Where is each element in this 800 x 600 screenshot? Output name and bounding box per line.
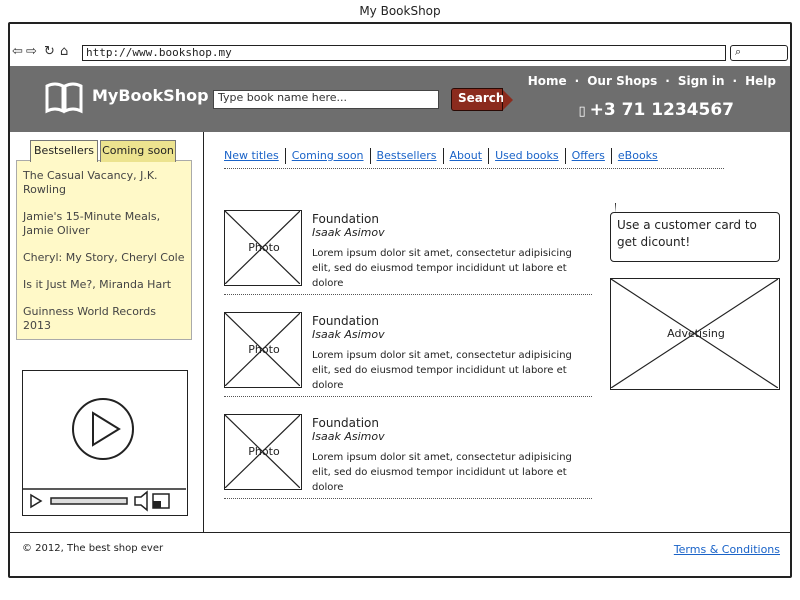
open-book-icon [44, 80, 84, 114]
main-content [218, 132, 790, 532]
search-button[interactable]: Search [451, 88, 503, 111]
book-search-input[interactable]: Type book name here... [213, 90, 439, 109]
home-icon[interactable]: ⌂ [60, 44, 69, 59]
bestseller-item[interactable]: Jamie's 15-Minute Meals, Jamie Oliver [23, 210, 161, 237]
bestseller-item[interactable]: Is it Just Me?, Miranda Hart [23, 278, 172, 291]
photo-label: Photo [248, 343, 280, 356]
subnav-offers[interactable]: Offers [566, 148, 612, 164]
copyright-text: © 2012, The best shop ever [22, 543, 164, 554]
divider [224, 498, 592, 499]
tab-bestsellers[interactable]: Bestsellers [30, 140, 98, 162]
top-navigation [528, 74, 776, 88]
book-title[interactable]: Foundation [312, 212, 379, 226]
browser-toolbar [10, 42, 790, 68]
sidebar [10, 132, 204, 532]
browser-search-box[interactable] [730, 45, 788, 61]
small-play-icon[interactable] [31, 495, 41, 507]
subnav-about[interactable]: About [444, 148, 490, 164]
book-photo[interactable] [224, 312, 302, 388]
magnifier-icon: ⌕ [735, 45, 742, 58]
divider [224, 396, 592, 397]
phone-text: +3 71 1234567 [589, 100, 734, 120]
book-title[interactable]: Foundation [312, 314, 379, 328]
nav-separator: · [574, 74, 580, 88]
nav-sign-in[interactable]: Sign in [677, 74, 725, 88]
divider [224, 168, 724, 169]
bestsellers-widget [16, 140, 192, 340]
tab-coming-soon[interactable]: Coming soon [100, 140, 176, 162]
book-description: Lorem ipsum dolor sit amet, consectetur adipisicing elit, sed do eiusmod tempor incididunt ut labore et dolore [312, 350, 572, 391]
bestseller-item[interactable]: Cheryl: My Story, Cheryl Cole [23, 251, 185, 264]
category-navigation [224, 148, 664, 164]
advertising-placeholder[interactable] [610, 278, 780, 390]
nav-separator: · [665, 74, 670, 88]
divider [224, 294, 592, 295]
nav-our-shops[interactable]: Our Shops [587, 74, 658, 88]
book-title[interactable]: Foundation [312, 416, 379, 430]
nav-separator: · [732, 74, 738, 88]
advertising-label: Advetising [667, 327, 725, 340]
subnav-new-titles[interactable]: New titles [224, 148, 286, 164]
book-item [224, 312, 592, 402]
book-item [224, 414, 592, 504]
book-item [224, 210, 592, 300]
customer-card-callout: Use a customer card to get dicount! [610, 212, 780, 262]
phone-icon: ▯ [578, 104, 586, 119]
subnav-coming-soon[interactable]: Coming soon [286, 148, 371, 164]
video-player [22, 370, 188, 516]
book-description: Lorem ipsum dolor sit amet, consectetur adipisicing elit, sed do eiusmod tempor incididunt ut labore et dolore [312, 452, 572, 493]
play-icon[interactable] [73, 399, 133, 459]
subnav-ebooks[interactable]: eBooks [617, 149, 658, 162]
subnav-used-books[interactable]: Used books [489, 148, 566, 164]
book-author: Isaak Asimov [312, 328, 385, 341]
fullscreen-icon[interactable] [153, 494, 169, 508]
site-header [10, 66, 790, 132]
bestseller-item[interactable]: The Casual Vacancy, J.K. Rowling [23, 169, 158, 196]
url-input[interactable]: http://www.bookshop.my [82, 45, 726, 61]
back-icon[interactable]: ⇦ [12, 44, 23, 59]
book-author: Isaak Asimov [312, 430, 385, 443]
subnav-bestsellers[interactable]: Bestsellers [371, 148, 444, 164]
book-description: Lorem ipsum dolor sit amet, consectetur adipisicing elit, sed do eiusmod tempor incididunt ut labore et dolore [312, 248, 572, 289]
browser-window [8, 22, 792, 578]
window-title: My BookShop [359, 4, 441, 18]
nav-help[interactable]: Help [745, 74, 776, 88]
phone-number [578, 100, 734, 120]
book-photo[interactable] [224, 414, 302, 490]
nav-home[interactable]: Home [527, 74, 567, 88]
progress-bar[interactable] [51, 498, 127, 504]
reload-icon[interactable]: ↻ [44, 44, 55, 59]
photo-label: Photo [248, 445, 280, 458]
bestsellers-panel [16, 160, 192, 340]
photo-label: Photo [248, 241, 280, 254]
bestseller-item[interactable]: Guinness World Records 2013 [23, 305, 156, 332]
volume-icon[interactable] [135, 492, 147, 510]
site-logo-text[interactable]: MyBookShop [92, 86, 209, 105]
site-footer [10, 532, 790, 576]
book-photo[interactable] [224, 210, 302, 286]
terms-link[interactable]: Terms & Conditions [673, 543, 780, 556]
book-author: Isaak Asimov [312, 226, 385, 239]
forward-icon[interactable]: ⇨ [26, 44, 37, 59]
